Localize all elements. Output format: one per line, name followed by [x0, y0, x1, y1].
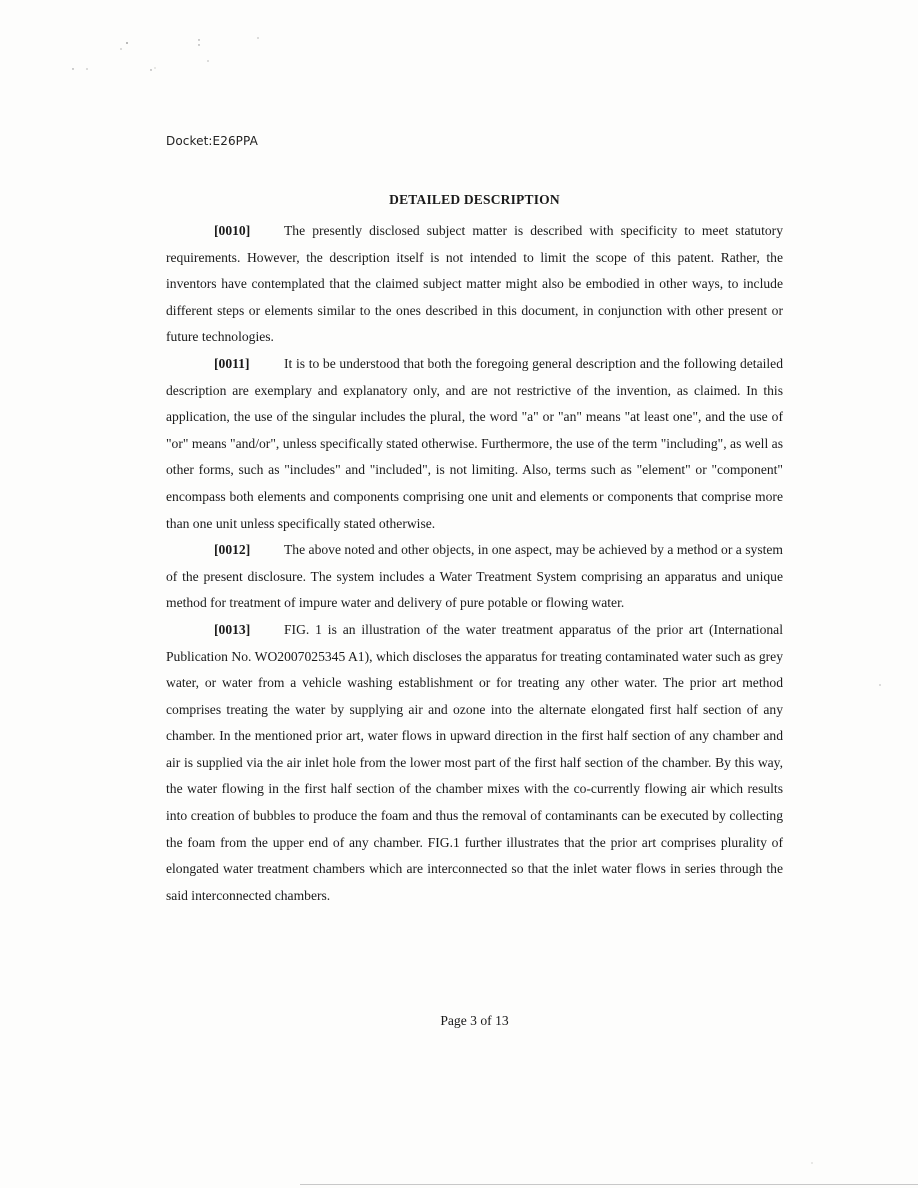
docket-number: Docket:E26PPA [166, 134, 258, 148]
section-heading: DETAILED DESCRIPTION [389, 192, 560, 207]
speck [72, 68, 73, 69]
paragraph-number: [0013] [214, 621, 251, 637]
speck [150, 69, 151, 70]
paragraph-0011 [166, 351, 783, 537]
description-body [166, 218, 783, 909]
speck [198, 39, 199, 40]
paragraph-0012 [166, 537, 783, 617]
speck [812, 1163, 813, 1164]
paragraph-0013 [166, 617, 783, 910]
paragraph-0010 [166, 218, 783, 351]
paragraph-text: FIG. 1 is an illustration of the water treatment apparatus of the prior art (International Publication No. WO2007025345 A1), which discloses the apparatus for treating contaminated water such as grey water, or water from a vehicle washing establishment or for treating any other water. The prior art method comprises treating the water by supplying air and ozone into the alternate elongated first half section of any chamber. In the mentioned prior art, water flows in upward direction in the first half section of any chamber and air is supplied via the air inlet hole from the lower most part of the first half section of the chamber. By this way, the water flowing in the first half section of the chamber mixes with the co-currently flowing air which results into creation of bubbles to produce the foam and thus the removal of contaminants can be executed by collecting the foam from the upper end of any chamber. FIG.1 further illustrates that the prior art comprises plurality of elongated water treatment chambers which are interconnected so that the inlet water flows in series through the said interconnected chambers. [166, 621, 783, 903]
scan-edge-line [300, 1184, 918, 1185]
speck [198, 44, 199, 45]
speck [879, 684, 880, 685]
paragraph-number: [0011] [214, 355, 250, 371]
speck [155, 68, 156, 69]
paragraph-number: [0012] [214, 542, 251, 558]
speck [257, 37, 258, 38]
speck [126, 42, 128, 44]
speck [86, 68, 87, 69]
speck [120, 48, 121, 49]
paragraph-text: It is to be understood that both the foregoing general description and the following detailed description are exemplary and explanatory only, and are not restrictive of the invention, as claimed. In this application, the use of the singular includes the plural, the word "a" or "an" means "at least one", and the use of "or" means "and/or", unless specifically stated otherwise. Furthermore, the use of the term "including", as well as other forms, such as "includes" and "included", is not limiting. Also, terms such as "element" or "component" encompass both elements and components comprising one unit and elements or components that comprise more than one unit unless specifically stated otherwise. [166, 355, 783, 531]
paragraph-text: The presently disclosed subject matter is described with specificity to meet statutory requirements. However, the description itself is not intended to limit the scope of this patent. Rather, the inventors have contemplated that the claimed subject matter might also be embodied in other ways, to include different steps or elements similar to the ones described in this document, in conjunction with other present or future technologies. [166, 223, 783, 345]
paragraph-text: The above noted and other objects, in one aspect, may be achieved by a method or a system of the present disclosure. The system includes a Water Treatment System comprising an apparatus and unique method for treatment of impure water and delivery of pure potable or flowing water. [166, 542, 783, 611]
page-number: Page 3 of 13 [440, 1013, 509, 1028]
paragraph-number: [0010] [214, 223, 251, 238]
speck [207, 60, 208, 61]
